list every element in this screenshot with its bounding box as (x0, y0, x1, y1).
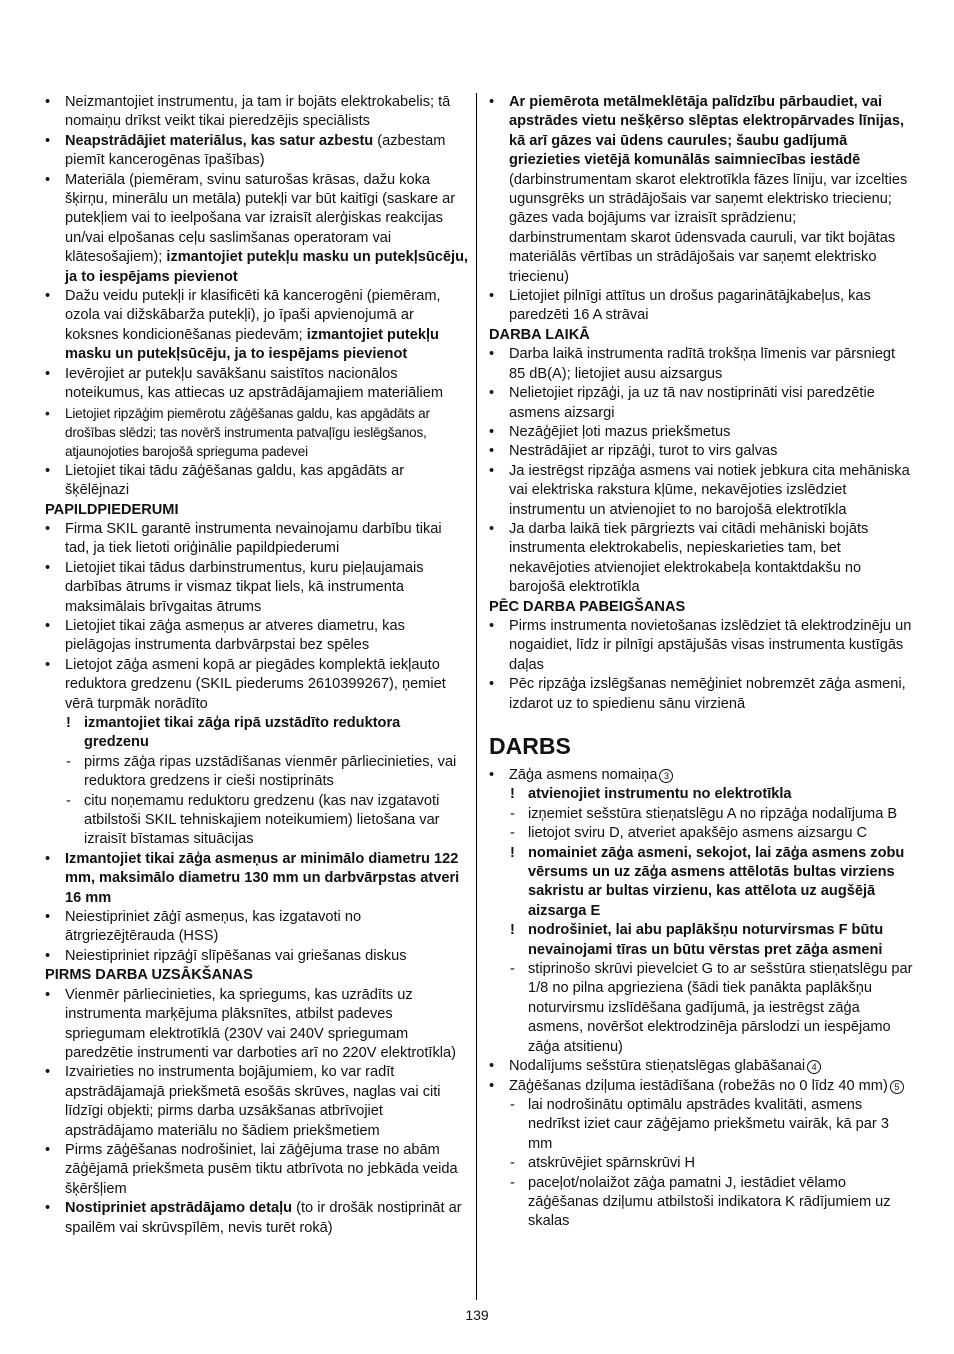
text: Pirms zāģēšanas nodrošiniet, lai zāģējuma trase no abām zāģējamā priekšmeta pusēm tiktu atbrīvota no jebkāda veida šķēršļiem (65, 1141, 458, 1197)
text: lai nodrošinātu optimālu apstrādes kvalitāti, asmens nedrīkst iziet caur zāģējamo priekšmetu vairāk, kā par 3 mm (528, 1096, 889, 1152)
list-item (45, 171, 469, 287)
text: Lietojiet ripzāģim piemērotu zāģēšanas galdu, kas apgādāts ar drošības slēdzi; tas novērš instrumenta patvaļīgu ieslēgšanos, atjaunojoties barojošā sprieguma padevei (65, 405, 430, 460)
list-item (45, 947, 469, 966)
list-item (489, 287, 913, 326)
text: DARBA LAIKĀ (489, 326, 590, 343)
chapter-heading (489, 732, 913, 760)
list-item (489, 675, 913, 714)
figure-reference-icon: 5 (890, 1080, 904, 1094)
text: Nodalījums sešstūra stieņatslēgas glabāšanai (509, 1058, 806, 1075)
text: Materiāla (piemēram, svinu saturošas krāsas, dažu koka šķirņu, minerālu un metāla) putekļi var būt kaitīgi (saskare ar putekļiem vai to ieelpošana var izraisīt alerģiskas reakcijas un/vai elpošanas ceļu saslimšanas operatoram vai klātesošajiem); (65, 171, 456, 266)
list-item (489, 442, 913, 461)
text: DARBS (489, 733, 571, 759)
sub-item (45, 753, 469, 792)
bold-text: Neapstrādājiet materiālus, kas satur azbestu (65, 132, 374, 149)
list-item (45, 520, 469, 559)
list-item (45, 93, 469, 132)
sub-item (489, 824, 913, 843)
warning-item (45, 714, 469, 753)
text: (azbestam piemīt kancerogēnas īpašības) (65, 132, 446, 169)
warning-item (489, 844, 913, 922)
list-item (45, 986, 469, 1064)
list-item (45, 850, 469, 908)
list-item (45, 656, 469, 714)
text: Firma SKIL garantē instrumenta nevainojamu darbību tikai tad, ja tiek lietoti oriģinālie papildpiederumi (65, 520, 442, 557)
warning-item (489, 785, 913, 804)
list-item (45, 1063, 469, 1141)
list-item (489, 1077, 913, 1096)
text: Pirms instrumenta novietošanas izslēdziet tā elektrodzinēju un nogaidiet, līdz ir pilnīgi apstājušās visas instrumenta kustīgās daļas (509, 617, 912, 673)
list-item (489, 93, 913, 287)
list-item (489, 617, 913, 675)
list-item (45, 462, 469, 501)
list-item (45, 287, 469, 365)
sub-item (489, 1154, 913, 1173)
text: (to ir drošāk nostiprināt ar spailēm vai skrūvspīlēm, nevis turēt rokā) (65, 1200, 462, 1236)
list-item (489, 766, 913, 785)
text: stiprinošo skrūvi pievelciet G to ar sešstūra stieņatslēgu par 1/8 no pilna apgrieziena (šādi tiek panākta paplākšņu noturvirsmu izslīdēšana gadījumā, ja iestrēgst zāģa asmens, novēršot elektrodzinēja pārslodzi un iespējamo zāģa atsitienu) (528, 961, 913, 1055)
bold-text: Izmantojiet tikai zāģa asmeņus ar minimālo diametru 122 mm, maksimālo diametru 130 mm un darbvārpstas atveri 16 mm (65, 850, 460, 906)
list-item (489, 520, 913, 598)
text: atvienojiet instrumentu no elektrotīkla (528, 786, 792, 803)
text: izmantojiet tikai zāģa ripā uzstādīto reduktora gredzenu (84, 715, 401, 751)
right-column (489, 93, 913, 1232)
figure-reference-icon: 3 (659, 769, 673, 783)
section-heading (45, 501, 469, 520)
page-number: 139 (465, 1307, 489, 1323)
sub-item (489, 960, 913, 1057)
list-item (45, 132, 469, 171)
section-heading (45, 966, 469, 985)
list-item (489, 384, 913, 423)
text: PĒC DARBA PABEIGŠANAS (489, 598, 686, 615)
text: Zāģa asmens nomaiņa (509, 767, 658, 783)
list-item (45, 908, 469, 947)
text: Neiestipriniet ripzāģī slīpēšanas vai griešanas diskus (65, 947, 407, 964)
text: Ievērojiet ar putekļu savākšanu saistītos nacionālos noteikumus, kas attiecas uz apstrādājamajiem materiāliem (65, 365, 443, 402)
text: atskrūvējiet spārnskrūvi H (528, 1155, 696, 1172)
text: PIRMS DARBA UZSĀKŠANAS (45, 967, 253, 984)
text: Lietojiet pilnīgi attītus un drošus pagarinātājkabeļus, kas paredzēti 16 A strāvai (509, 288, 871, 324)
section-heading (489, 326, 913, 345)
text: Nestrādājiet ar ripzāģi, turot to virs galvas (509, 443, 778, 460)
text: paceļot/nolaižot zāģa pamatni J, iestādiet vēlamo zāģēšanas dziļumu atbilstoši indikatora K rādījumiem uz skalas (528, 1174, 891, 1230)
list-item (45, 365, 469, 404)
text: citu noņemamu reduktoru gredzenu (kas nav izgatavoti atbilstoši SKIL tehniskajiem noteikumiem) lietošana var izraisīt bīstamas situācijas (84, 792, 440, 848)
sub-item (45, 792, 469, 850)
left-column (45, 93, 469, 1238)
list-item (489, 423, 913, 442)
sub-item (489, 1096, 913, 1154)
list-item (45, 559, 469, 617)
bold-text: izmantojiet putekļu masku un putekļsūcēju, ja to iespējams pievienot (65, 326, 439, 363)
section-heading (489, 598, 913, 617)
list-item (45, 617, 469, 656)
text: Nelietojiet ripzāģi, ja uz tā nav nostiprināti visi paredzētie asmens aizsargi (509, 385, 875, 421)
text: Lietojiet tikai zāģa asmeņus ar atveres diametru, kas pielāgojas instrumenta darbvārpstai bez spēles (65, 617, 405, 654)
bold-text: Ar piemērota metālmeklētāja palīdzību pārbaudiet, vai apstrādes vietu nešķērso slēptas elektropārvades līnijas, kā arī gāzes vai ūdens caurules; šaubu gadījumā griezieties vietējā komunālās saimniecības iestādē (509, 94, 905, 169)
text: lietojot sviru D, atveriet apakšējo asmens aizsargu C (528, 825, 868, 842)
text: Lietojiet tikai tādus darbinstrumentus, kuru pieļaujamais darbības ātrums ir vismaz tikpat liels, kā instrumenta maksimālais brīvgaitas ātrums (65, 559, 424, 615)
text: nomainiet zāģa asmeni, sekojot, lai zāģa asmens zobu vērsums un uz zāģa asmens attēlotās bultas virziens sakristu ar bultas virzienu, kas attēlota uz augšējā aizsarga E (528, 844, 905, 919)
list-item (489, 462, 913, 520)
sub-item (489, 1174, 913, 1232)
text: nodrošiniet, lai abu paplākšņu noturvirsmas F būtu nevainojami tīras un būtu vērstas pret zāģa asmeni (528, 922, 884, 958)
text: pirms zāģa ripas uzstādīšanas vienmēr pārliecinieties, vai reduktora gredzens ir cieši nostiprināts (84, 753, 457, 790)
bold-text: izmantojiet putekļu masku un putekļsūcēju, ja to iespējams pievienot (65, 249, 469, 285)
list-item (45, 1199, 469, 1238)
text: Lietojiet tikai tādu zāģēšanas galdu, kas apgādāts ar šķēlējnazi (65, 462, 405, 499)
text: Neiestipriniet zāģī asmeņus, kas izgatavoti no ātrgriezējtērauda (HSS) (65, 909, 362, 945)
list-item (489, 1057, 913, 1076)
list-item (489, 345, 913, 384)
text: Ja iestrēgst ripzāģa asmens vai notiek jebkura cita mehāniska vai elektriska rakstura kļūme, nekavējoties izslēdziet instrumentu un atvienojiet to no barojošā elektrotīkla (509, 462, 910, 518)
text: izņemiet sešstūra stieņatslēgu A no ripzāģa nodalījuma B (528, 805, 898, 822)
sub-item (489, 805, 913, 824)
text: Ja darba laikā tiek pārgriezts vai citādi mehāniski bojāts instrumenta elektrokabelis, nepieskarieties tam, bet nekavējoties atvienojiet elektrokabeļa kontaktdakšu no barojošā elektrotīkla (509, 520, 869, 596)
text: Izvairieties no instrumenta bojājumiem, ko var radīt apstrādājamajā priekšmetā esošās skrūves, naglas vai citi līdzīgi objekti; pirms darba uzsākšanas atbrīvojiet apstrādājamo materiālu no šādiem priekšmetiem (65, 1064, 441, 1139)
list-item (45, 1141, 469, 1199)
warning-item (489, 921, 913, 960)
column-divider (476, 93, 477, 1300)
text: (darbinstrumentam skarot elektrotīkla fāzes līniju, var izcelties ugunsgrēks un strādājošais var saņemt elektrisko triecienu; gāzes vada bojājums var izraisīt sprādzienu; darbinstrumentam skarot ūdensvada cauruli, var tikt bojātas materiālās vērtības un strādājošais var saņemt elektrisko triecienu) (509, 171, 908, 285)
text: Zāģēšanas dziļuma iestādīšana (robežās no 0 līdz 40 mm) (509, 1077, 888, 1094)
figure-reference-icon: 4 (807, 1060, 821, 1074)
bold-text: Nostipriniet apstrādājamo detaļu (65, 1200, 293, 1217)
text: Darba laikā instrumenta radītā trokšņa līmenis var pārsniegt 85 dB(A); lietojiet ausu aizsargus (509, 346, 896, 382)
text: Nezāģējiet ļoti mazus priekšmetus (509, 423, 731, 440)
text: Vienmēr pārliecinieties, ka spriegums, kas uzrādīts uz instrumenta marķējuma plāksnītes, atbilst padeves spriegumam elektrotīklā (230V vai 240V spriegumam paredzētie instrumenti var darboties arī no 220V elektrotīkla) (65, 986, 456, 1061)
text: Pēc ripzāģa izslēgšanas nemēģiniet nobremzēt zāģa asmeni, izdarot uz to spiedienu sānu virzienā (509, 676, 906, 712)
text: Lietojot zāģa asmeni kopā ar piegādes komplektā iekļauto reduktora gredzenu (SKIL piederums 2610399267), ņemiet vērā turpmāk norādīto (65, 656, 446, 712)
text: Neizmantojiet instrumentu, ja tam ir bojāts elektrokabelis; tā nomaiņu drīkst veikt tikai pieredzējis speciālists (65, 94, 451, 130)
text: PAPILDPIEDERUMI (45, 501, 179, 518)
text: Dažu veidu putekļi ir klasificēti kā kancerogēni (piemēram, ozola vai dižskābarža putekļi), jo īpaši apvienojumā ar koksnes kondicionēšanas piedevām; (65, 288, 441, 343)
list-item (45, 404, 469, 462)
